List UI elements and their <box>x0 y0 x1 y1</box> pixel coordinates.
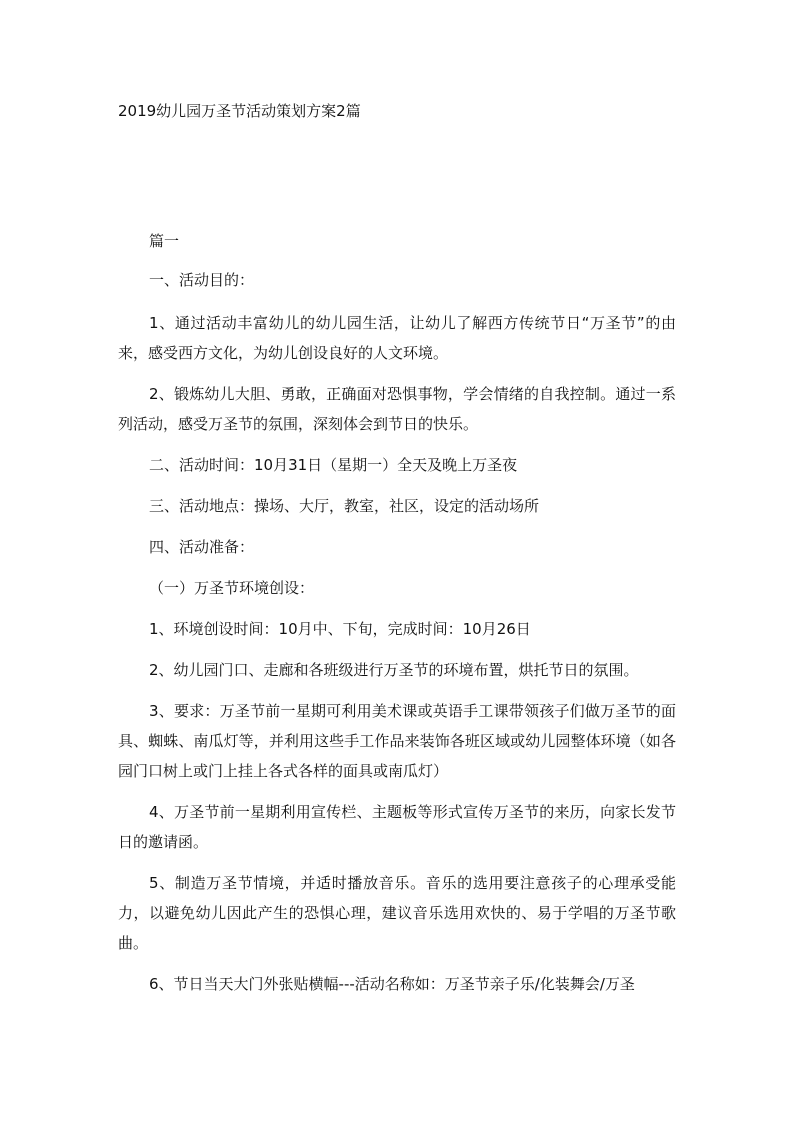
section-heading-preparation: 四、活动准备： <box>149 538 255 556</box>
paragraph-environment-decoration: 2、幼儿园门口、走廊和各班级进行万圣节的环境布置，烘托节日的氛围。 <box>149 661 639 679</box>
paragraph-purpose-1: 1、通过活动丰富幼儿的幼儿园生活，让幼儿了解西方传统节日“万圣节”的由来，感受西方文化，为幼儿创设良好的人文环境。 <box>118 314 676 362</box>
paragraph-environment-time: 1、环境创设时间：10月中、下旬，完成时间：10月26日 <box>149 620 531 638</box>
document-body <box>118 226 676 999</box>
paragraph-requirements: 3、要求：万圣节前一星期可利用美术课或英语手工课带领孩子们做万圣节的面具、蜘蛛、南瓜灯等，并利用这些手工作品来装饰各班区域或幼儿园整体环境（如各园门口树上或门上挂上各式各样的面具或南瓜灯） <box>118 702 676 780</box>
paragraph-music: 5、制造万圣节情境，并适时播放音乐。音乐的选用要注意孩子的心理承受能力，以避免幼儿因此产生的恐惧心理，建议音乐选用欢快的、易于学唱的万圣节歌曲。 <box>118 874 676 952</box>
section-heading-part-one: 篇一 <box>149 232 180 250</box>
paragraph-activity-location: 三、活动地点：操场、大厅，教室，社区，设定的活动场所 <box>149 497 540 515</box>
document-title: 2019幼儿园万圣节活动策划方案2篇 <box>118 102 361 120</box>
paragraph-publicity: 4、万圣节前一星期利用宣传栏、主题板等形式宣传万圣节的来历，向家长发节日的邀请函。 <box>118 803 676 851</box>
subsection-heading-environment: （一）万圣节环境创设： <box>149 579 315 597</box>
paragraph-activity-time: 二、活动时间：10月31日（星期一）全天及晚上万圣夜 <box>149 456 518 474</box>
section-heading-purpose: 一、活动目的： <box>149 271 255 289</box>
paragraph-banner: 6、节日当天大门外张贴横幅---活动名称如：万圣节亲子乐/化装舞会/万圣 <box>149 975 635 993</box>
paragraph-purpose-2: 2、锻炼幼儿大胆、勇敢，正确面对恐惧事物，学会情绪的自我控制。通过一系列活动，感受万圣节的氛围，深刻体会到节日的快乐。 <box>118 385 676 433</box>
